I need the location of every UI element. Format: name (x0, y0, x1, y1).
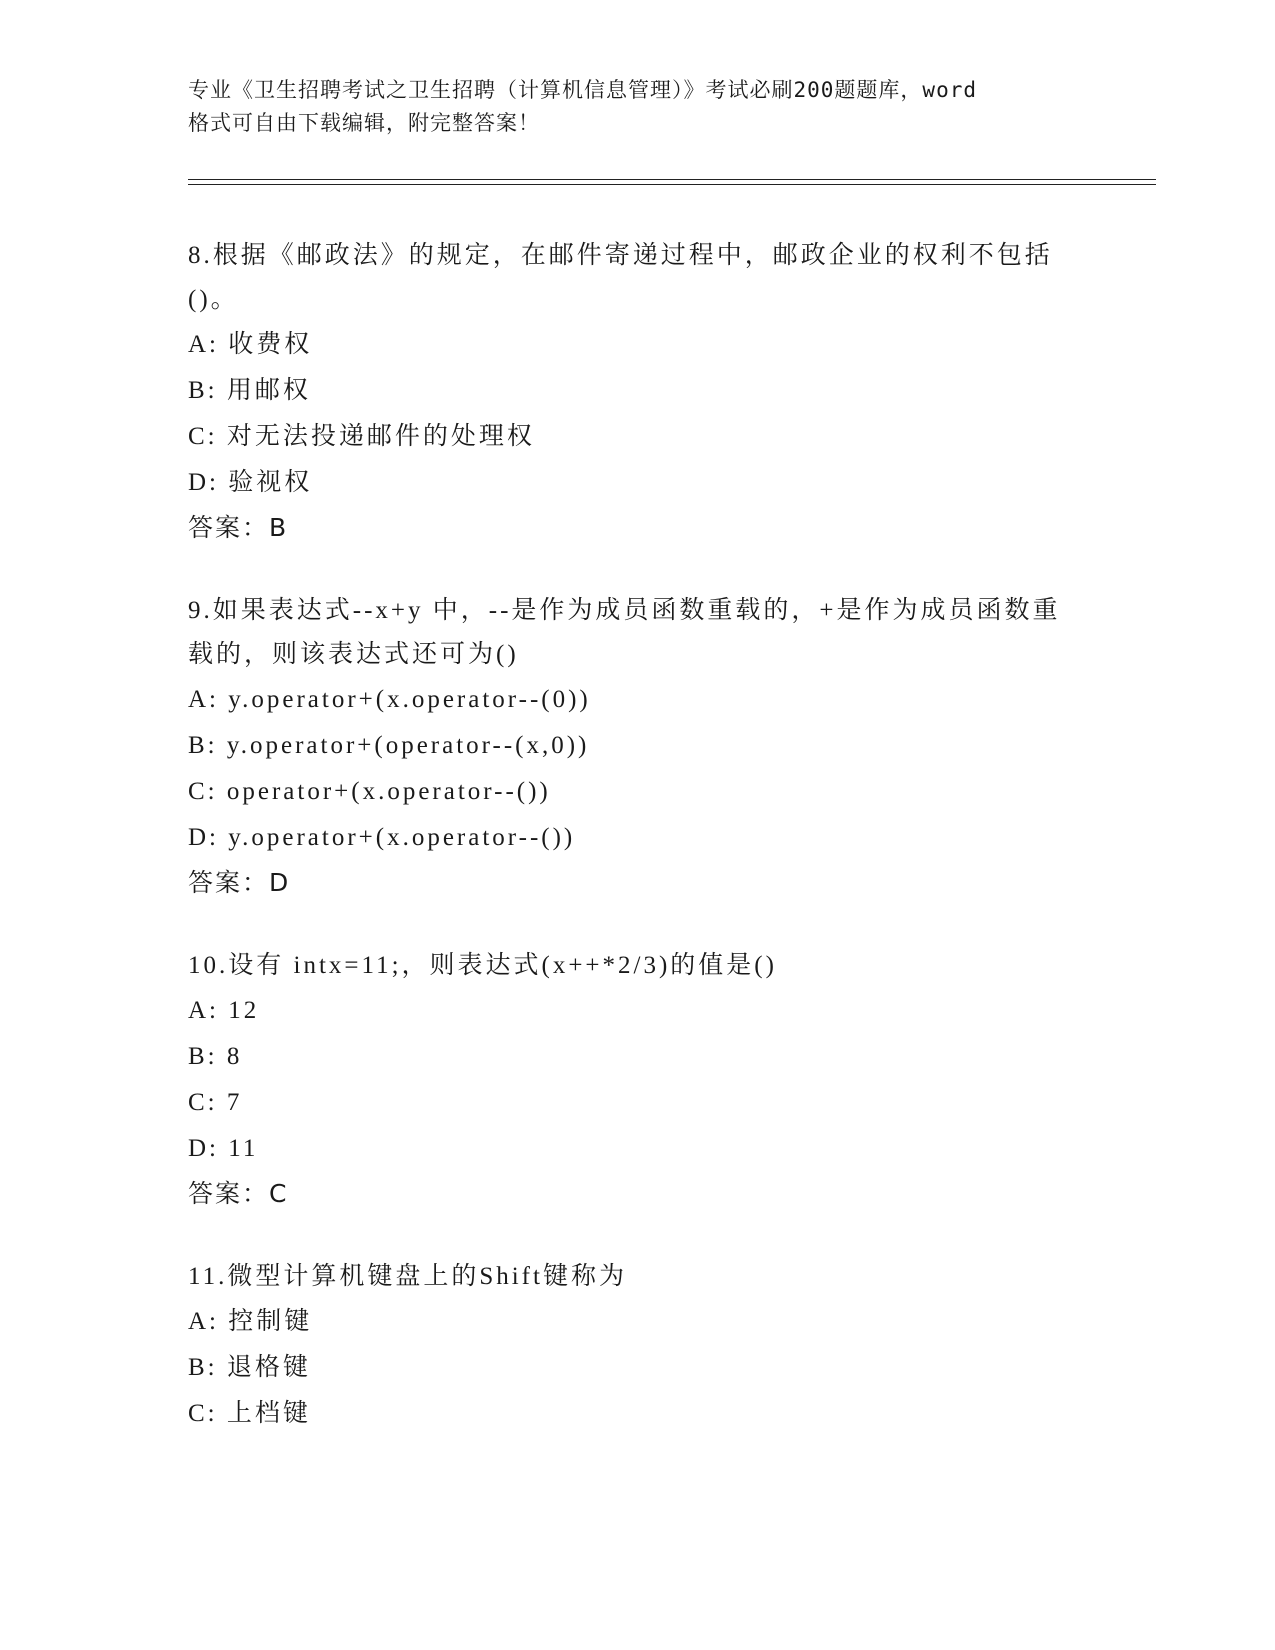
header-divider-top (188, 179, 1156, 180)
answer-option: A: 12 (188, 997, 260, 1024)
answer-option: C: operator+(x.operator--()) (188, 778, 551, 805)
correct-answer: 答案：C (188, 1179, 289, 1208)
answer-option: B: 8 (188, 1043, 243, 1070)
answer-option: B: y.operator+(operator--(x,0)) (188, 732, 590, 759)
question-block (188, 944, 1088, 1216)
answer-option: C: 对无法投递邮件的处理权 (188, 423, 535, 450)
answer-option: A: y.operator+(x.operator--(0)) (188, 686, 591, 713)
answer-option: A: 控制键 (188, 1308, 313, 1335)
answer-option: D: y.operator+(x.operator--()) (188, 824, 576, 851)
question-stem: 9.如果表达式--x+y 中，--是作为成员函数重载的，+是作为成员函数重载的，则该表达式还可为() (188, 597, 1061, 668)
question-block (188, 1255, 1088, 1437)
question-list (188, 234, 1088, 1476)
question-stem: 10.设有 intx=11;，则表达式(x++*2/3)的值是() (188, 952, 777, 979)
answer-option: B: 退格键 (188, 1354, 311, 1381)
correct-answer: 答案：D (188, 868, 291, 897)
answer-option: D: 验视权 (188, 469, 313, 496)
answer-option: C: 7 (188, 1089, 243, 1116)
document-header (188, 74, 1108, 140)
header-line-2: 格式可自由下载编辑，附完整答案！ (188, 111, 540, 135)
answer-option: B: 用邮权 (188, 377, 311, 404)
answer-option: C: 上档键 (188, 1400, 311, 1427)
question-stem: 11.微型计算机键盘上的Shift键称为 (188, 1263, 627, 1290)
correct-answer: 答案：B (188, 513, 289, 542)
question-block (188, 589, 1088, 905)
answer-option: D: 11 (188, 1135, 259, 1162)
question-block (188, 234, 1088, 550)
header-divider-bottom (188, 184, 1156, 185)
header-line-1: 专业《卫生招聘考试之卫生招聘（计算机信息管理）》考试必刷200题题库，word (188, 78, 977, 102)
answer-option: A: 收费权 (188, 331, 313, 358)
question-stem: 8.根据《邮政法》的规定，在邮件寄递过程中，邮政企业的权利不包括()。 (188, 242, 1053, 313)
